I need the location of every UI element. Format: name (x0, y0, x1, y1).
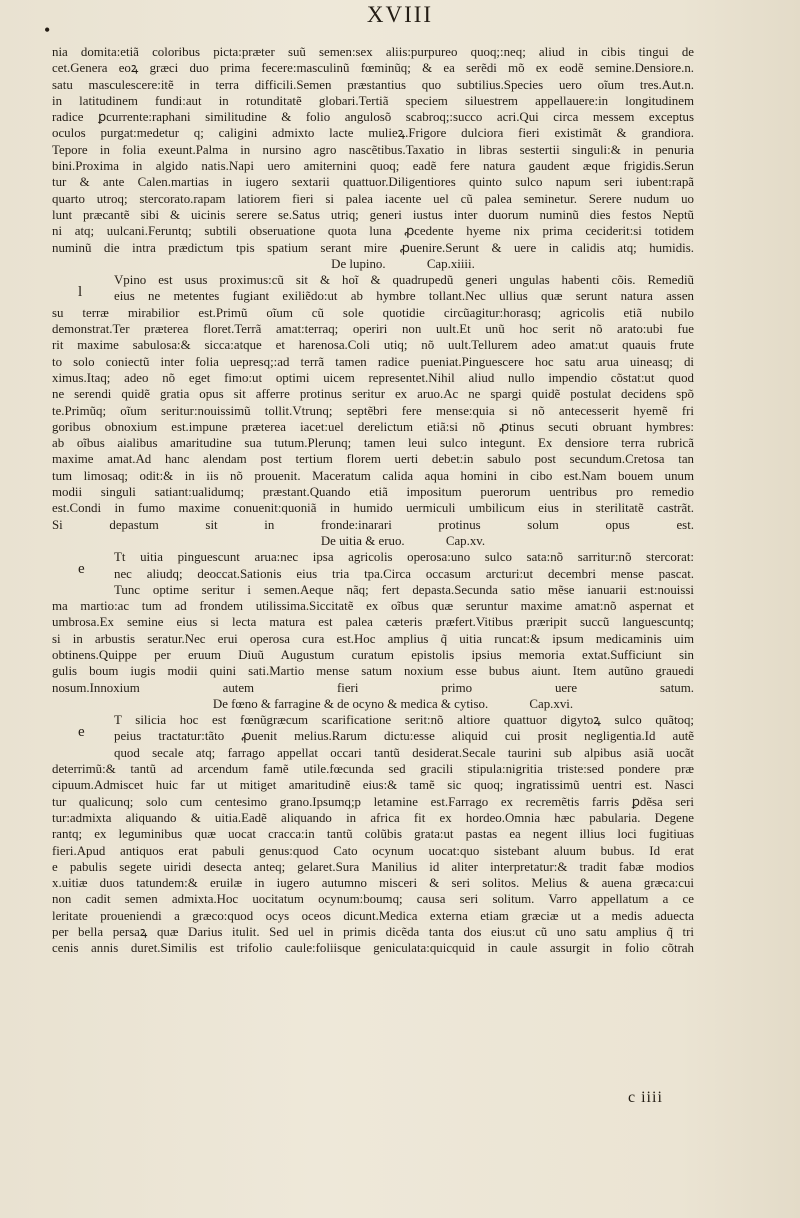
text-line: nosum.Innoxium autem fieri primo uere satum. (52, 680, 694, 695)
text-line: satu masculescere:itẽ in terra difficili.Semen præstantius quo subtilius.Species uero oĩum tres.Aut.n. (52, 77, 694, 92)
text-line: T silicia hoc est fœnũgræcum scarificatione serit:nõ altiore quattuor digytoꝝ sulco quãtoq; (114, 713, 694, 728)
text-line: ma martio:ac tum ad frondem utilissima.Siccitatẽ ex oĩbus quæ seruntur maxime amat:nõ aspernat et (52, 599, 694, 614)
text-line: peius tractatur:tãto ꝓuenit melius.Rarum dictu:esse aliquid cui prosit negligentia.Id autẽ (114, 729, 694, 744)
text-line: eius ne metentes fugiant exiliẽdo:ut ab hymbre tollant.Nec ullius quæ serunt natura assen (114, 289, 694, 304)
chapter-title: De uitia & eruo. (320, 533, 405, 548)
text-line: rit maxime sabulosa:& sicca:atque et harenosa.Coli utiq; nõ uult.Tellurem adeo amat:ut quauis frute (52, 338, 694, 353)
text-line: cet.Genera eoꝝ græci duo prima fecere:masculinũ fœminũq; & ea serẽdi mõ ex eodẽ semine.Densiore.n. (52, 61, 694, 76)
text-line: Vpino est usus proximus:cũ sit & hoĩ & quadrupedũ generi ungulas habenti cõis. Remediũ (114, 273, 694, 288)
text-line: to solo coniectũ inter folia uepresq;:ad terrã tamen radice pueniat.Pinguescere hoc satu arua uineasq; di (52, 354, 694, 369)
chapter-heading-15 (52, 533, 694, 549)
text-line: Si depastum sit in fronde:inarari protinus solum opus est. (52, 517, 694, 532)
signature-mark: c iiii (628, 1089, 663, 1106)
text-line: nec aliudq; deoccat.Sationis eius tria tpa.Circa occasum arcturi:ut decembri mense pascat. (114, 566, 694, 581)
chapter-number: Cap.xv. (445, 533, 486, 548)
text-line: tum limosaq; odit:& in iis nõ prouenit. Maceratum calida aqua homini in cibo est.Nam bouem unum (52, 468, 694, 483)
text-column (52, 44, 694, 957)
text-line: modii singuli satiant:ualidumq; præstant.Quando etiã impositum puerorum uentribus pro remedio (52, 485, 694, 500)
text-line: goribus obnoxium est.impune præterea iacet:uel derelictum etiã:si nõ ꝓtinus secuti obruant hymbres: (52, 419, 694, 434)
text-line: leritate proueniendi a græco:quod ocys oceos dicunt.Medica externa etiam græciæ ut a medis aduecta (52, 908, 694, 923)
text-line: non cadit semen admixta.Hoc uocitatum ocynum:boumq; causa seri solitum. Varro appellatum a ce (52, 892, 694, 907)
text-line: cenis annis duret.Similis est trifolio caule:foliisque geniculata:quicquid in caule assurgit in folio cõtrah (52, 941, 694, 956)
text-line: radice ꝑcurrente:raphani similitudine & folio angulosõ scabroq;:succo acri.Qui circa messem exceptus (52, 110, 694, 125)
text-line: ximus.Itaq; adeo nõ eget fimo:ut optimi uicem representet.Nihil aliud nullo impendio cõstat:ut quod (52, 370, 694, 385)
text-line: umbrosa.Ex semine eius si lecta matura est palea cæteris præfert.Vitibus præripit succũ languescuntq; (52, 615, 694, 630)
text-line: si in arbustis seratur.Nec erui operosa cura est.Hoc amplius q̃ uitia runcat:& ipsum medicaminis uim (52, 631, 694, 646)
text-line: rantq; ex leguminibus quæ uocat cracca:in tantũ colũbis grata:ut pastas ea negent illius loci fugitiuas (52, 827, 694, 842)
text-line: quod secale atq; farrago appellat occari tantũ desiderat.Secale taurini sub alpibus asiã uocãt (114, 745, 694, 760)
text-line: gulis boum iugis modii quini sati.Martio mense satum noxium esse bubus aiunt. Item autũno grauedi (52, 664, 694, 679)
text-line: deterrimũ:& tantũ ad arcendum famẽ utile.fœcunda sed gracili stipula:nigritia triste:sed pondere præ (52, 762, 694, 777)
text-line: in latitudinem fundi:aut in rotunditatẽ globari.Tertiã speciem siluestrem appellauere:in longitudinem (52, 93, 694, 108)
text-line: ab oĩbus aialibus amaritudine sua tutum.Plerunq; tamen leui sulco integunt. Ex densiore terra rubricã (52, 436, 694, 451)
text-line: quarto utroq; stercorato.rapam latiorem fieri si palea iacente uel cũ palea seminetur. Serere nudum uo (52, 191, 694, 206)
text-line: numinũ die intra prædictum tpis spatium serant mire ꝓuenire.Serunt & uere in calidis atq; humidis. (52, 240, 694, 255)
chapter-title: De lupino. (331, 256, 386, 271)
text-line: x.uitiæ duos tatundem:& eruilæ in iugero autumno misceri & seri solitos. Melius & auena græca:cui (52, 876, 694, 891)
paragraph-block-4 (52, 712, 694, 956)
text-line: Tt uitia pinguescunt arua:nec ipsa agricolis operosa:uno sulco sata:nõ sarritur:nõ stercorat: (114, 550, 694, 565)
text-line: te.Primũq; oĩum seritur:nouissimũ tollit.Vtrunq; septẽbri fere mense:quia si nõ antecesserit hyemẽ fri (52, 403, 694, 418)
text-line: est.Condi in fumo maxime conuenit:quoniã in humido uermiculi umbilicum eius in sterilitatẽ castrãt. (52, 501, 694, 516)
initial-guide-letter: l (78, 284, 83, 301)
text-line: cipuum.Admiscet huic far ut mitiget amaritudinẽ eius:& tamẽ sic quoq; ingratissimũ uentri est. Nasci (52, 778, 694, 793)
text-line: Tepore in folia exeunt.Palma in nursino agro nascẽtibus.Taxatio in libras sestertii singuli:& in penuria (52, 142, 694, 157)
chapter-heading-16 (52, 696, 694, 712)
chapter-title: De fœno & farragine & de ocyno & medica & cytiso. (212, 696, 489, 711)
chapter-heading-14 (52, 256, 694, 272)
text-line: tur:admixta aliquando & uitia.Eadẽ aliquando in africa fit ex hordeo.Omnia hæc pabularia. Degene (52, 810, 694, 825)
paragraph-block-2 (52, 272, 694, 533)
text-line: lunt præcantẽ sibi & uicinis serere se.Satus utriq; generi iustus inter duorum numinũ dies festos Neptũ (52, 207, 694, 222)
text-line: nia domita:etiã coloribus picta:præter suũ semen:sex aliis:purpureo quoq;:neq; aliud in cibis tingui de (52, 45, 694, 59)
text-line: ni atq; uulcani.Feruntq; subtili obseruatione quota luna ꝓcedente hyeme nix prima ceciderit:si totidem (52, 224, 694, 239)
page-mark: • (44, 20, 51, 40)
text-line: bini.Proxima in algido natis.Napi uero amiternini quoq; eadẽ fere natura gaudent æque frigidis.Serun (52, 159, 694, 174)
chapter-number: Cap.xvi. (529, 696, 574, 711)
text-line: demonstrat.Ter præterea floret.Terrã amat:terraq; operiri non uult.Et unũ hoc serit nõ arato:ubi fue (52, 322, 694, 337)
text-line: tur qualicunq; solo cum centesimo grano.Ipsumq;p letamine est.Farrago ex recremẽtis farris ꝑdẽsa seri (52, 794, 694, 809)
text-line: ne serendi quidẽ gratia opus sit afferre protinus seritur ex aruo.Ac ne spargi quidẽ postulat decidens spõ (52, 387, 694, 402)
initial-guide-letter: e (78, 724, 85, 741)
folio-number: XVIII (366, 2, 434, 27)
text-line: per bella persaꝝ quæ Darius itulit. Sed uel in primis dicẽda tanta dos eius:ut cũ uno satu amplius q̃ tri (52, 925, 694, 940)
text-line: e pabulis segete uiridi desecta anteq; gelaret.Sura Manilius id aliter interpretatur:& tradit fabæ modios (52, 859, 694, 874)
text-line: Tunc optime seritur i semen.Aeque nãq; fert depasta.Secunda satio mẽse ianuarii est:nouissi (114, 582, 694, 597)
paragraph-block-1 (52, 44, 694, 256)
text-line: maxime amat.Ad hanc alendam post tertium florem uerti debet:in sabulo post secundum.Cretosa tan (52, 452, 694, 467)
text-line: oculos purgat:medetur q; caligini admixto lacte mulieꝝ.Frigore dulciora fieri existimãt & grandiora. (52, 126, 694, 141)
initial-guide-letter: e (78, 561, 85, 578)
text-line: fieri.Apud antiquos erat pabuli genus:quod Cato ocynum uocat:quo sistebant aluum bubus. Id erat (52, 843, 694, 858)
text-line: su terræ mirabilior est.Primũ oĩum cũ sole quotidie circũagitur:horasq; agricolis etiã nubilo (52, 305, 694, 320)
paragraph-block-3 (52, 549, 694, 696)
chapter-number: Cap.xiiii. (426, 256, 475, 271)
text-line: obtinens.Quippe per eruum Diuũ Augustum curatum epistolis ipsius memoria extat.Sufficiunt sin (52, 647, 694, 662)
text-line: tur & ante Calen.martias in iugero sextarii quattuor.Diligentiores quinto sulco napum seri iubent:rapã (52, 175, 694, 190)
